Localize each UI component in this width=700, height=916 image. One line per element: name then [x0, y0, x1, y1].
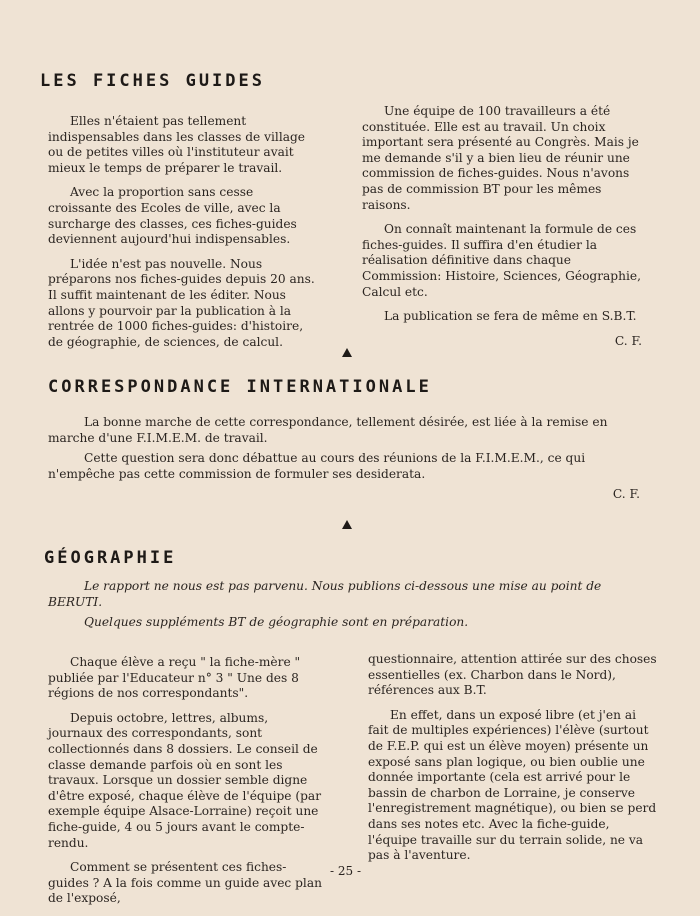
- paragraph: La publication se fera de même en S.B.T.: [384, 309, 637, 324]
- paragraph: La bonne marche de cette correspondance, tellement désirée, est liée à la remise en marche d'une F.I.M.E.M. de travail.: [48, 415, 608, 445]
- section-title-fiches-guides: LES FICHES GUIDES: [40, 71, 265, 91]
- paragraph: Quelques suppléments BT de géographie sont en préparation.: [84, 615, 469, 629]
- section-title-geographie: GÉOGRAPHIE: [44, 548, 177, 568]
- triangle-separator-icon: [342, 348, 352, 357]
- fiches-guides-left-column: [48, 114, 320, 359]
- paragraph: L'idée n'est pas nouvelle. Nous préparons nos fiches-guides depuis 20 ans. Il suffit maintenant de les éditer. Nous allons y pourvoir par la publication à la rentrée de 1000 fiches-guides: d'histoire, de géographie, de sciences, de calcul.: [48, 256, 315, 349]
- signature: C. F.: [612, 487, 640, 501]
- paragraph: Le rapport ne nous est pas parvenu. Nous publions ci-dessous une mise au point de BERUTI.: [48, 579, 602, 609]
- paragraph: questionnaire, attention attirée sur des choses essentielles (ex. Charbon dans le Nord), références aux B.T.: [368, 652, 657, 698]
- paragraph: Cette question sera donc débattue au cours des réunions de la F.I.M.E.M., ce qui n'empêche pas cette commission de formuler ses desiderata.: [48, 451, 586, 481]
- paragraph: Une équipe de 100 travailleurs a été constituée. Elle est au travail. Un choix important sera présenté au Congrès. Mais je me demande s'il y a bien lieu de réunir une commission de fiches-guides. Nous n'avons pas de commission BT pour les mêmes raisons.: [362, 104, 639, 212]
- geographie-intro: [48, 578, 652, 634]
- section-title-correspondance: CORRESPONDANCE INTERNATIONALE: [48, 377, 432, 397]
- paragraph: En effet, dans un exposé libre (et j'en ai fait de multiples expériences) l'élève (surtout de F.E.P. qui est un élève moyen) présente un exposé sans plan logique, ou bien oublie une donnée importante (cela est arrivé pour le bassin de charbon de Lorraine, je conserve l'enregistrement magnétique), ou bien se perd dans ses notes etc. Avec la fiche-guide, l'équipe travaille sur du terrain solide, ne va pas à l'aventure.: [368, 707, 657, 863]
- correspondance-body: [48, 414, 652, 506]
- geographie-left-column: [48, 655, 322, 916]
- paragraph: Comment se présentent ces fiches-guides ? A la fois comme un guide avec plan de l'exposé,: [48, 860, 322, 906]
- paragraph: Avec la proportion sans cesse croissante des Ecoles de ville, avec la surcharge des classes, ces fiches-guides deviennent aujourd'hui indispensables.: [48, 185, 297, 247]
- triangle-separator-icon: [342, 520, 352, 529]
- geographie-right-column: [368, 652, 658, 873]
- signature: C. F.: [614, 333, 642, 348]
- fiches-guides-right-column: [362, 104, 650, 358]
- paragraph: Elles n'étaient pas tellement indispensables dans les classes de village ou de petites villes où l'instituteur avait mieux le temps de préparer le travail.: [48, 114, 305, 175]
- paragraph: Depuis octobre, lettres, albums, journaux des correspondants, sont collectionnés dans 8 dossiers. Le conseil de classe demande parfois où en sont les travaux. Lorsque un dossier semble digne d'être exposé, chaque élève de l'équipe (par exemple équipe Alsace-Lorraine) reçoit une fiche-guide, 4 ou 5 jours avant le compte-rendu.: [48, 710, 322, 850]
- paragraph: Chaque élève a reçu " la fiche-mère " publiée par l'Educateur n° 3 " Une des 8 régions de nos correspondants".: [48, 655, 301, 701]
- paragraph: On connaît maintenant la formule de ces fiches-guides. Il suffira d'en étudier la réalisation définitive dans chaque Commission: Histoire, Sciences, Géographie, Calcul etc.: [362, 222, 641, 299]
- page-number: - 25 -: [330, 864, 362, 878]
